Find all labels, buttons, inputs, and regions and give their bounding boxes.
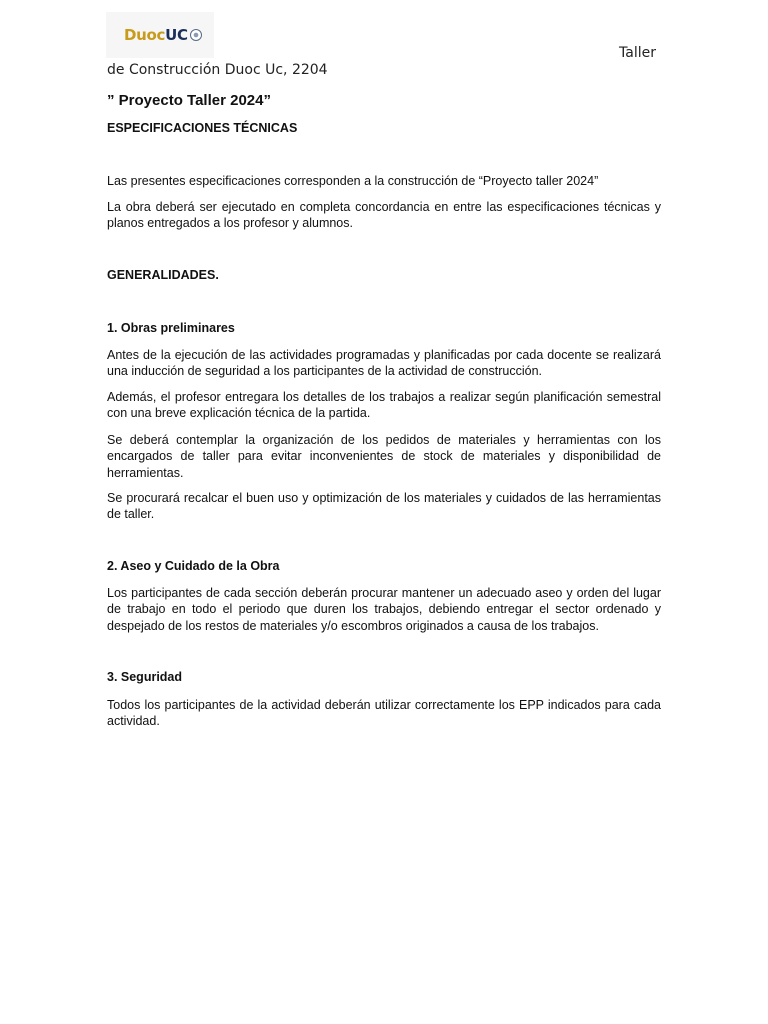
document-subtitle: ESPECIFICACIONES TÉCNICAS bbox=[107, 121, 298, 135]
intro-paragraph-2: La obra deberá ser ejecutado en completa concordancia en entre las especificaciones técnicas y planos entregados a los profesor y alumnos. bbox=[107, 200, 661, 231]
logo-wordmark bbox=[124, 26, 188, 44]
section-1-paragraph-2: Además, el profesor entregara los detalles de los trabajos a realizar según planificación semestral con una breve explicación técnica de la partida. bbox=[107, 390, 661, 421]
intro-paragraph-1: Las presentes especificaciones corresponden a la construcción de “Proyecto taller 2024” bbox=[107, 174, 599, 188]
section-2-heading: 2. Aseo y Cuidado de la Obra bbox=[107, 559, 280, 573]
document-title: ” Proyecto Taller 2024” bbox=[107, 92, 271, 109]
seal-icon bbox=[190, 29, 202, 41]
section-1-heading: 1. Obras preliminares bbox=[107, 321, 235, 335]
header-line-text: de Construcción Duoc Uc, 2204 bbox=[107, 62, 328, 78]
duocuc-logo bbox=[106, 12, 214, 58]
section-3-heading: 3. Seguridad bbox=[107, 670, 183, 684]
generalities-heading: GENERALIDADES. bbox=[107, 268, 219, 282]
section-1-paragraph-3: Se deberá contemplar la organización de los pedidos de materiales y herramientas con los encargados de taller para evitar inconvenientes de stock de materiales y disponibilidad de herramientas. bbox=[107, 433, 661, 480]
section-1-paragraph-1: Antes de la ejecución de las actividades programadas y planificadas por cada docente se realizará una inducción de seguridad a los participantes de la actividad de construcción. bbox=[107, 348, 661, 379]
section-2-paragraph-1: Los participantes de cada sección deberán procurar mantener un adecuado aseo y orden del lugar de trabajo en todo el periodo que duren los trabajos, debiendo entregar el sector ordenado y despejado de los restos de materiales y/o escombros originados a causa de los trabajos. bbox=[107, 586, 661, 633]
header-right-text: Taller bbox=[619, 45, 656, 61]
section-1-paragraph-4: Se procurará recalcar el buen uso y optimización de los materiales y cuidados de las herramientas de taller. bbox=[107, 491, 661, 522]
logo-uc-text: UC bbox=[165, 26, 188, 44]
section-3-paragraph-1: Todos los participantes de la actividad deberán utilizar correctamente los EPP indicados para cada actividad. bbox=[107, 698, 661, 729]
logo-duoc-text: Duoc bbox=[124, 26, 166, 44]
